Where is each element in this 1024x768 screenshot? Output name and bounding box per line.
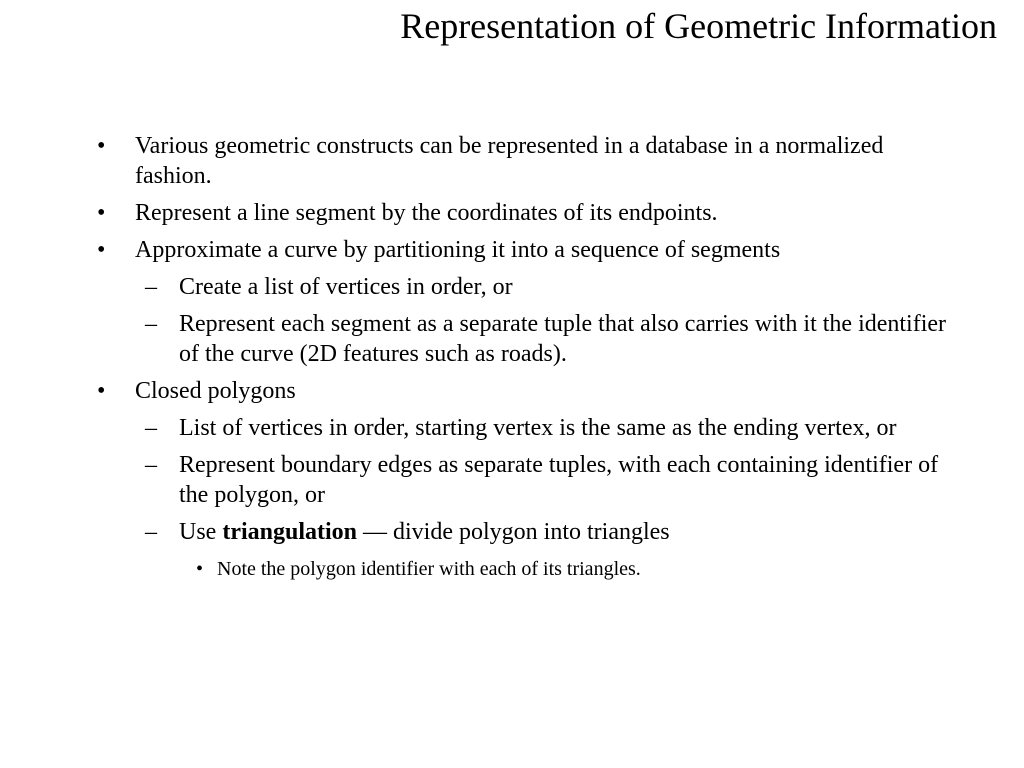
- bullet-marker: •: [97, 378, 106, 404]
- sub-bullet-text-prefix: Use: [179, 519, 223, 545]
- sub-sub-bullet-text: Note the polygon identifier with each of its triangles.: [217, 558, 641, 580]
- bullet-marker: •: [97, 200, 106, 226]
- sub-bullet-text-suffix: — divide polygon into triangles: [357, 519, 670, 545]
- bullet-marker: •: [97, 237, 106, 263]
- dash-marker: –: [145, 452, 157, 478]
- bullet-text: Approximate a curve by partitioning it into a sequence of segments: [135, 237, 781, 263]
- triangulation-term: triangulation: [222, 519, 358, 545]
- sub-bullet-item: [93, 517, 953, 547]
- sub-bullet-text: Create a list of vertices in order, or: [179, 274, 513, 300]
- sub-bullet-item: [93, 413, 953, 443]
- bullet-item: [93, 131, 953, 191]
- sub-bullet-item: [93, 272, 953, 302]
- slide-title: Representation of Geometric Information: [400, 6, 997, 46]
- sub-bullet-text: Represent each segment as a separate tuple that also carries with it the identifier of the curve (2D features such as roads).: [179, 311, 947, 367]
- bullet-text: Closed polygons: [135, 378, 296, 404]
- dash-marker: –: [145, 415, 157, 441]
- bullet-text: Various geometric constructs can be represented in a database in a normalized fashion.: [135, 133, 884, 189]
- sub-bullet-item: [93, 450, 953, 510]
- sub-bullet-text: Represent boundary edges as separate tuples, with each containing identifier of the polygon, or: [179, 452, 939, 508]
- dash-marker: –: [145, 311, 157, 337]
- bullet-text: Represent a line segment by the coordinates of its endpoints.: [135, 200, 718, 226]
- dash-marker: –: [145, 519, 157, 545]
- bullet-marker: •: [196, 558, 204, 580]
- bullet-item: [93, 235, 953, 265]
- bullet-marker: •: [97, 133, 106, 159]
- sub-bullet-text: List of vertices in order, starting vertex is the same as the ending vertex, or: [179, 415, 897, 441]
- dash-marker: –: [145, 274, 157, 300]
- sub-bullet-item: [93, 309, 953, 369]
- sub-bullet-text: [179, 519, 670, 545]
- bullet-item: [93, 376, 953, 406]
- sub-sub-bullet-item: [93, 556, 953, 582]
- slide-body: [93, 131, 953, 582]
- bullet-item: [93, 198, 953, 228]
